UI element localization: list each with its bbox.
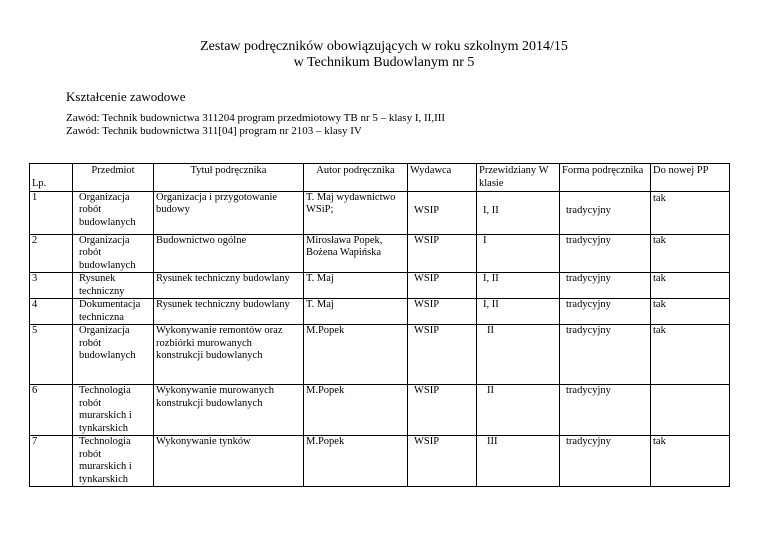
table-row [30, 191, 730, 234]
lp-cell: 3 [30, 273, 73, 299]
lp-cell: 4 [30, 299, 73, 325]
nowa-cell: tak [651, 325, 730, 385]
header-lp: Lp. [30, 164, 73, 192]
klasa-cell: I, II [477, 191, 560, 234]
autor-cell: M.Popek [304, 385, 408, 436]
klasa-cell: I [477, 234, 560, 273]
przedmiot-cell: Organizacja robót budowlanych [73, 234, 154, 273]
tytul-cell: Budownictwo ogólne [154, 234, 304, 273]
tytul-cell: Organizacja i przygotowanie budowy [154, 191, 304, 234]
wydawca-cell: WSIP [408, 299, 477, 325]
header-nowa: Do nowej PP [651, 164, 730, 192]
autor-cell: T. Maj wydawnictwo WSiP; [304, 191, 408, 234]
nowa-cell: tak [651, 234, 730, 273]
nowa-cell: tak [651, 436, 730, 487]
table-row [30, 234, 730, 273]
document-title-line1: Zestaw podręczników obowiązujących w roku szkolnym 2014/15 [200, 39, 568, 54]
lp-cell: 1 [30, 191, 73, 234]
wydawca-cell: WSIP [408, 385, 477, 436]
przedmiot-cell: Dokumentacja techniczna [73, 299, 154, 325]
klasa-cell: III [477, 436, 560, 487]
wydawca-cell: WSIP [408, 191, 477, 234]
klasa-cell: II [477, 325, 560, 385]
wydawca-cell: WSIP [408, 273, 477, 299]
forma-cell: tradycyjny [560, 273, 651, 299]
textbook-table [29, 163, 730, 487]
table-row [30, 325, 730, 385]
autor-cell: T. Maj [304, 299, 408, 325]
header-forma: Forma podręcznika [560, 164, 651, 192]
tytul-cell: Rysunek techniczny budowlany [154, 299, 304, 325]
forma-cell: tradycyjny [560, 325, 651, 385]
tytul-cell: Wykonywanie murowanych konstrukcji budowlanych [154, 385, 304, 436]
wydawca-cell: WSIP [408, 234, 477, 273]
klasa-cell: II [477, 385, 560, 436]
forma-cell: tradycyjny [560, 436, 651, 487]
tytul-cell: Wykonywanie remontów oraz rozbiórki murowanych konstrukcji budowlanych [154, 325, 304, 385]
forma-cell: tradycyjny [560, 191, 651, 234]
nowa-cell: tak [651, 273, 730, 299]
forma-cell: tradycyjny [560, 299, 651, 325]
header-wydawca: Wydawca [408, 164, 477, 192]
klasa-cell: I, II [477, 273, 560, 299]
forma-cell: tradycyjny [560, 385, 651, 436]
lp-cell: 7 [30, 436, 73, 487]
przedmiot-cell: Organizacja robót budowlanych [73, 325, 154, 385]
nowa-cell [651, 385, 730, 436]
header-autor: Autor podręcznika [304, 164, 408, 192]
header-klasa: Przewidziany W klasie [477, 164, 560, 192]
document-title-line2: w Technikum Budowlanym nr 5 [293, 55, 475, 70]
przedmiot-cell: Rysunek techniczny [73, 273, 154, 299]
autor-cell: M.Popek [304, 436, 408, 487]
forma-cell: tradycyjny [560, 234, 651, 273]
table-row [30, 436, 730, 487]
header-przedmiot: Przedmiot [73, 164, 154, 192]
table-row [30, 385, 730, 436]
klasa-cell: I, II [477, 299, 560, 325]
tytul-cell: Rysunek techniczny budowlany [154, 273, 304, 299]
table-header-row [30, 164, 730, 192]
wydawca-cell: WSIP [408, 325, 477, 385]
autor-cell: Mirosława Popek, Bożena Wapińska [304, 234, 408, 273]
table-row [30, 299, 730, 325]
nowa-cell: tak [651, 299, 730, 325]
header-tytul: Tytuł podręcznika [154, 164, 304, 192]
przedmiot-cell: Technologia robót murarskich i tynkarskich [73, 385, 154, 436]
tytul-cell: Wykonywanie tynków [154, 436, 304, 487]
lp-cell: 2 [30, 234, 73, 273]
section-heading: Kształcenie zawodowe [66, 89, 186, 104]
table-row [30, 273, 730, 299]
lp-cell: 6 [30, 385, 73, 436]
wydawca-cell: WSIP [408, 436, 477, 487]
profession-line-1: Zawód: Technik budownictwa 311204 program przedmiotowy TB nr 5 – klasy I, II,III [66, 112, 446, 124]
lp-cell: 5 [30, 325, 73, 385]
nowa-cell: tak [651, 191, 730, 234]
przedmiot-cell: Organizacja robót budowlanych [73, 191, 154, 234]
autor-cell: T. Maj [304, 273, 408, 299]
autor-cell: M.Popek [304, 325, 408, 385]
przedmiot-cell: Technologia robót murarskich i tynkarskich [73, 436, 154, 487]
profession-line-2: Zawód: Technik budownictwa 311[04] program nr 2103 – klasy IV [66, 125, 362, 137]
